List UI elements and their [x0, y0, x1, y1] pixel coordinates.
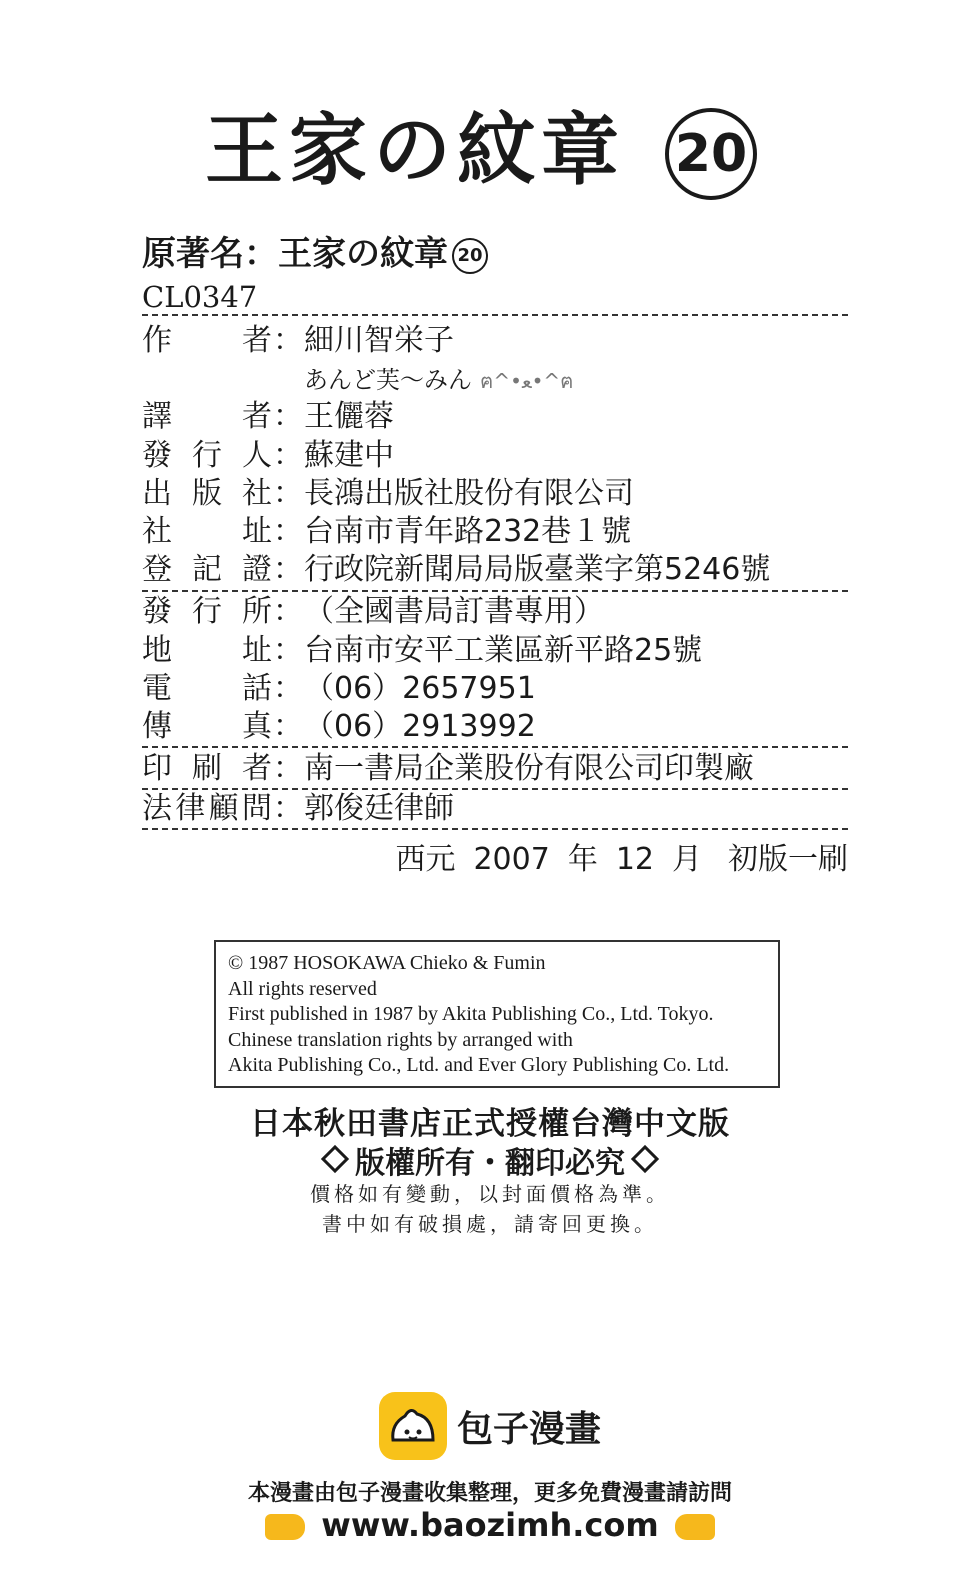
credit-label: 印刷者 [142, 751, 272, 786]
copyright-line: © 1987 HOSOKAWA Chieko & Fumin [228, 952, 546, 974]
date-edition: 初版一刷 [728, 842, 848, 877]
price-notice: 價格如有變動，以封面價格為準。 [310, 1182, 670, 1206]
credit-value: 王儷蓉 [304, 399, 394, 434]
credit-value: 南一書局企業股份有限公司印製廠 [304, 751, 754, 786]
pointing-hand-right-icon [265, 1514, 305, 1540]
credit-row-phone: 電話：（06）2657951 [142, 671, 536, 706]
coauthor-line [304, 360, 574, 397]
footer-url-row [0, 1506, 980, 1544]
bun-icon [379, 1392, 447, 1460]
original-title-text: 原著名：王家の紋章 [142, 234, 448, 274]
credit-value: 台南市青年路232巷１號 [304, 514, 632, 549]
credit-label: 法律顧問 [142, 791, 272, 826]
credit-row-translator: 譯者：王儷蓉 [142, 399, 394, 434]
divider [142, 314, 848, 316]
volume-badge: 20 [665, 108, 757, 200]
credit-row-publisher: 出版社：長鴻出版社股份有限公司 [142, 476, 634, 511]
credit-value: 台南市安平工業區新平路25號 [304, 633, 703, 668]
date-month: 12 [615, 842, 654, 877]
book-title-text: 王家の紋章 [205, 106, 626, 196]
publication-date [395, 834, 848, 878]
credit-value: （06）2657951 [304, 671, 536, 706]
credit-value: （06）2913992 [304, 709, 536, 744]
credit-row-publisher-person: 發行人：蘇建中 [142, 438, 394, 473]
credit-label: 傳真 [142, 709, 272, 744]
rights-reserved-text: 版權所有・翻印必究 [355, 1146, 625, 1181]
brand-name: 包子漫畫 [457, 1408, 602, 1450]
credit-row-author: 作者：細川智栄子 [142, 323, 454, 358]
footer-url-link[interactable]: www.baozimh.com [321, 1506, 659, 1544]
original-volume-badge: 20 [452, 238, 488, 274]
credit-row-registration: 登記證：行政院新聞局局版臺業字第5246號 [142, 552, 771, 587]
credit-label: 發行所 [142, 594, 272, 629]
credit-row-fax: 傳真：（06）2913992 [142, 709, 536, 744]
credit-value: 行政院新聞局局版臺業字第5246號 [304, 552, 771, 587]
credit-row-legal: 法律顧問：郭俊廷律師 [142, 791, 454, 826]
credit-row-address: 地址：台南市安平工業區新平路25號 [142, 633, 703, 668]
footer-notice: 本漫畫由包子漫畫收集整理，更多免費漫畫請訪問 [247, 1481, 732, 1506]
copyright-line: First published in 1987 by Akita Publishing Co., Ltd. Tokyo. [228, 1003, 714, 1025]
credit-label: 電話 [142, 671, 272, 706]
original-title [142, 226, 488, 275]
date-era: 西元 [395, 842, 456, 877]
credit-value: 蘇建中 [304, 438, 394, 473]
divider [142, 590, 848, 592]
catalog-code: CL0347 [142, 280, 258, 314]
credit-value: 細川智栄子 [304, 323, 454, 358]
book-title [205, 88, 805, 200]
divider [142, 746, 848, 748]
credit-row-printer: 印刷者：南一書局企業股份有限公司印製廠 [142, 751, 754, 786]
diamond-icon [631, 1145, 659, 1173]
credit-label: 登記證 [142, 552, 272, 587]
damage-notice: 書中如有破損處，請寄回更換。 [322, 1212, 658, 1236]
copyright-box [214, 940, 780, 1088]
copyright-line: All rights reserved [228, 977, 377, 1000]
credit-value: （全國書局訂書專用） [304, 594, 604, 629]
credit-row-company-address: 社址：台南市青年路232巷１號 [142, 514, 632, 549]
cat-doodle-icon: ฅ^•ﻌ•^ฅ [480, 369, 574, 393]
divider [142, 828, 848, 830]
credit-value: 郭俊廷律師 [304, 791, 454, 826]
diamond-icon [321, 1145, 349, 1173]
credit-label: 社址 [142, 514, 272, 549]
rights-reserved [0, 1138, 980, 1182]
credit-label: 作者 [142, 323, 272, 358]
brand-logo[interactable] [379, 1392, 601, 1462]
date-year-unit: 年 [567, 842, 598, 877]
credit-label: 發行人 [142, 438, 272, 473]
pointing-hand-left-icon [675, 1514, 715, 1540]
date-month-unit: 月 [672, 842, 702, 877]
credit-label: 譯者 [142, 399, 272, 434]
credit-value: 長鴻出版社股份有限公司 [304, 476, 634, 511]
copyright-line: Chinese translation rights by arranged with [228, 1028, 573, 1051]
authorization-statement: 日本秋田書店正式授權台灣中文版 [250, 1106, 730, 1142]
credit-row-distributor: 發行所：（全國書局訂書專用） [142, 594, 604, 629]
credit-label: 地址 [142, 633, 272, 668]
coauthor-name: あんど芙〜みん [304, 366, 472, 394]
date-year: 2007 [473, 842, 550, 877]
copyright-line: Akita Publishing Co., Ltd. and Ever Glory Publishing Co. Ltd. [228, 1054, 730, 1076]
credit-label: 出版社 [142, 476, 272, 511]
